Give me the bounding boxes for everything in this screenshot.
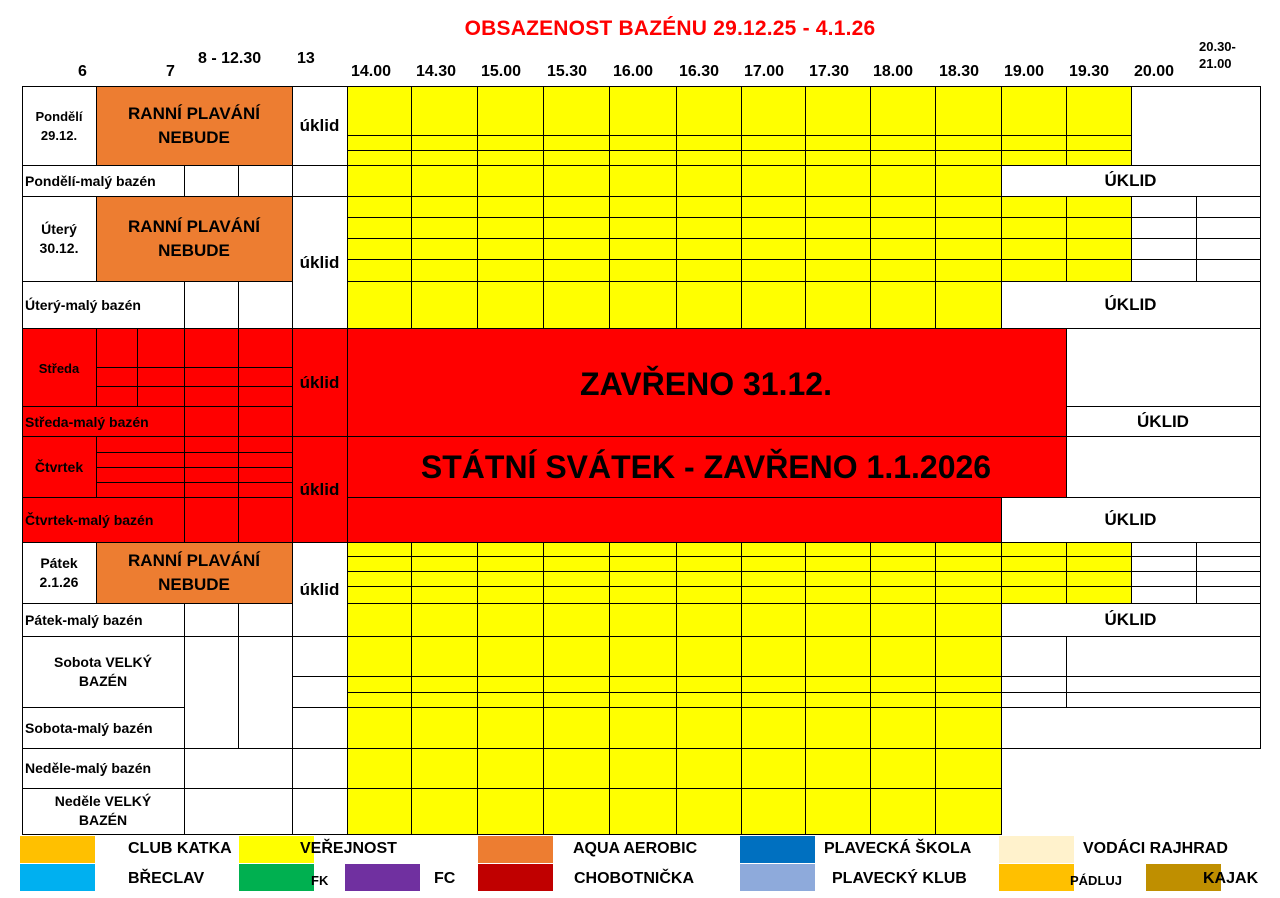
- slot-cell: [347, 748, 412, 789]
- slot-cell: [609, 707, 677, 749]
- slot-cell: [1001, 542, 1067, 604]
- slot-cell: [411, 86, 478, 166]
- grid-line: [347, 135, 1131, 136]
- uklid-patek-maly: ÚKLID: [1104, 610, 1157, 629]
- slot-cell: [805, 86, 871, 166]
- slot-cell: [411, 196, 478, 282]
- slot-cell: [609, 636, 677, 708]
- slot-cell: [935, 603, 1002, 637]
- uklid-pondeli: úklid: [299, 116, 340, 135]
- ranni-plavani-patek: RANNÍ PLAVÁNÍ NEBUDE: [128, 551, 260, 594]
- slot-cell: [870, 542, 936, 604]
- slot-cell: [935, 165, 1002, 197]
- legend-label-padluj: PÁDLUJ: [1070, 873, 1123, 888]
- time-header-1430: 14.30: [416, 63, 457, 80]
- grid-line: [347, 676, 1001, 677]
- grid-cell: [238, 603, 293, 637]
- slot-cell: [609, 196, 677, 282]
- legend-label-plavecka-skola: PLAVECKÁ ŠKOLA: [824, 840, 972, 857]
- slot-cell: [609, 542, 677, 604]
- slot-cell: [411, 788, 478, 835]
- slot-cell: [805, 165, 871, 197]
- grid-line: [96, 467, 292, 468]
- slot-cell: [477, 542, 544, 604]
- slot-cell: [411, 603, 478, 637]
- grid-cell: [1196, 196, 1261, 282]
- grid-line: [347, 692, 1001, 693]
- row-label-patek-maly: Pátek-malý bazén: [25, 611, 143, 628]
- grid-line: [347, 556, 1260, 557]
- slot-cell: [741, 788, 806, 835]
- slot-cell: [676, 281, 742, 329]
- slot-cell: [411, 748, 478, 789]
- grid-cell: [238, 636, 293, 749]
- legend-label-vodaci-rajhrad: VODÁCI RAJHRAD: [1083, 840, 1228, 857]
- slot-cell: [935, 748, 1002, 789]
- row-label-nedele-velky: Neděle VELKÝ BAZÉN: [54, 793, 152, 828]
- row-label-streda-maly: Středa-malý bazén: [25, 413, 149, 430]
- slot-cell: [741, 636, 806, 708]
- slot-cell: [1001, 196, 1067, 282]
- time-header-1600: 16.00: [613, 63, 654, 80]
- time-header-1900: 19.00: [1004, 63, 1045, 80]
- slot-cell: [870, 603, 936, 637]
- slot-cell: [477, 636, 544, 708]
- slot-cell: [676, 707, 742, 749]
- slot-cell: [805, 707, 871, 749]
- row-label-streda: Středa: [38, 360, 80, 376]
- slot-cell: [676, 748, 742, 789]
- slot-cell: [411, 707, 478, 749]
- legend-label-club-katka: CLUB KATKA: [128, 840, 232, 857]
- slot-cell: [477, 281, 544, 329]
- slot-cell: [347, 636, 412, 708]
- slot-cell: [411, 542, 478, 604]
- grid-cell: [292, 788, 348, 835]
- legend-swatch-plavecky-klub: [740, 864, 815, 891]
- legend-swatch-chobotnicka: [478, 864, 553, 891]
- legend-label-breclav: BŘECLAV: [128, 870, 205, 887]
- slot-cell: [935, 196, 1002, 282]
- uklid-pondeli-maly: ÚKLID: [1104, 171, 1157, 190]
- grid-cell: [238, 497, 293, 543]
- slot-cell: [805, 636, 871, 708]
- legend-label-fc: FC: [434, 870, 456, 887]
- time-header-1700: 17.00: [744, 63, 785, 80]
- grid-cell: [1196, 542, 1261, 604]
- time-header-2030-start: 20.30-: [1199, 39, 1236, 54]
- row-label-utery: Úterý 30.12.: [39, 221, 79, 256]
- slot-cell: [935, 788, 1002, 835]
- grid-cell: [184, 636, 239, 749]
- slot-cell: [543, 542, 610, 604]
- legend-swatch-club-katka: [20, 836, 95, 863]
- grid-line: [1131, 259, 1260, 260]
- slot-cell: [347, 788, 412, 835]
- slot-cell: [870, 707, 936, 749]
- slot-cell: [676, 165, 742, 197]
- slot-cell: [870, 281, 936, 329]
- grid-cell: [184, 788, 293, 835]
- legend-label-chobotnicka: CHOBOTNIČKA: [574, 870, 694, 887]
- time-header-7: 7: [166, 63, 175, 80]
- slot-cell: [543, 748, 610, 789]
- slot-cell: [676, 603, 742, 637]
- slot-cell: [477, 196, 544, 282]
- uklid-streda: úklid: [299, 372, 340, 392]
- slot-cell: [870, 748, 936, 789]
- slot-cell: [741, 542, 806, 604]
- time-header-2000: 20.00: [1134, 63, 1175, 80]
- time-header-1530: 15.30: [547, 63, 588, 80]
- slot-cell: [543, 707, 610, 749]
- legend-label-plavecky-klub: PLAVECKÝ KLUB: [832, 870, 967, 887]
- grid-cell: [184, 603, 239, 637]
- slot-cell: [676, 542, 742, 604]
- time-header-1730: 17.30: [809, 63, 850, 80]
- legend-swatch-fk: [239, 864, 314, 891]
- slot-cell: [609, 788, 677, 835]
- legend-label-fk: FK: [311, 873, 329, 888]
- slot-cell: [609, 748, 677, 789]
- slot-cell: [411, 165, 478, 197]
- slot-cell: [805, 788, 871, 835]
- grid-cell: [238, 406, 293, 437]
- grid-cell: [1066, 636, 1261, 677]
- slot-cell: [609, 281, 677, 329]
- grid-cell: [184, 281, 239, 329]
- legend-swatch-vodaci-rajhrad: [999, 836, 1074, 863]
- grid-cell: [184, 497, 239, 543]
- ranni-plavani-pondeli: RANNÍ PLAVÁNÍ NEBUDE: [128, 104, 260, 147]
- legend-label-verejnost: VEŘEJNOST: [300, 840, 397, 857]
- slot-cell: [1066, 196, 1132, 282]
- uklid-utery-maly: ÚKLID: [1104, 295, 1157, 314]
- slot-cell: [543, 636, 610, 708]
- slot-cell: [1066, 86, 1132, 166]
- grid-line: [347, 259, 1260, 260]
- row-label-pondeli: Pondělí 29.12.: [35, 109, 83, 143]
- slot-cell: [676, 788, 742, 835]
- empty-cell: [1001, 707, 1261, 749]
- slot-cell: [543, 788, 610, 835]
- empty-cell: [1066, 328, 1261, 407]
- slot-cell: [1066, 542, 1132, 604]
- time-header-2030-end: 21.00: [1199, 56, 1232, 71]
- grid-line: [1131, 217, 1260, 218]
- slot-cell: [347, 281, 412, 329]
- grid-line: [96, 482, 292, 483]
- page-title: OBSAZENOST BAZÉNU 29.12.25 - 4.1.26: [464, 17, 876, 40]
- grid-cell: [292, 676, 348, 708]
- uklid-patek: úklid: [299, 579, 340, 599]
- slot-cell: [676, 86, 742, 166]
- grid-cell: [238, 281, 293, 329]
- uklid-streda-maly: ÚKLID: [1137, 411, 1189, 431]
- grid-cell: [184, 748, 293, 789]
- slot-cell: [543, 281, 610, 329]
- grid-line: [347, 150, 1131, 151]
- slot-cell: [543, 603, 610, 637]
- slot-cell: [741, 196, 806, 282]
- row-label-nedele-maly: Neděle-malý bazén: [25, 760, 152, 776]
- grid-line: [96, 367, 292, 368]
- grid-line: [347, 586, 1260, 587]
- slot-cell: [805, 748, 871, 789]
- slot-cell: [935, 281, 1002, 329]
- slot-cell: [347, 603, 412, 637]
- slot-cell: [805, 603, 871, 637]
- grid-cell: [238, 165, 293, 197]
- row-label-patek: Pátek 2.1.26: [39, 555, 79, 590]
- ranni-plavani-utery: RANNÍ PLAVÁNÍ NEBUDE: [128, 217, 260, 260]
- slot-cell: [935, 707, 1002, 749]
- time-header-1930: 19.30: [1069, 63, 1110, 80]
- svatek-ctvrtek: STÁTNÍ SVÁTEK - ZAVŘENO 1.1.2026: [420, 448, 992, 485]
- slot-cell: [870, 636, 936, 708]
- slot-cell: [935, 86, 1002, 166]
- grid-cell: [184, 165, 239, 197]
- slot-cell: [935, 542, 1002, 604]
- row-label-ctvrtek: Čtvrtek: [34, 458, 84, 475]
- grid-line: [347, 571, 1260, 572]
- grid-cell: [292, 707, 348, 749]
- grid-line: [96, 452, 292, 453]
- grid-line: [347, 238, 1260, 239]
- time-header-1830: 18.30: [939, 63, 980, 80]
- legend-swatch-padluj: [999, 864, 1074, 891]
- time-header-8-1230: 8 - 12.30: [198, 50, 262, 67]
- grid-cell: [1131, 196, 1197, 282]
- slot-cell: [805, 542, 871, 604]
- row-label-ctvrtek-maly: Čtvrtek-malý bazén: [25, 511, 154, 528]
- uklid-ctvrtek: úklid: [299, 479, 340, 499]
- time-header-13: 13: [297, 50, 315, 67]
- slot-cell: [676, 636, 742, 708]
- slot-cell: [1001, 86, 1067, 166]
- empty-cell: [1131, 86, 1261, 166]
- slot-cell: [477, 707, 544, 749]
- slot-cell: [477, 86, 544, 166]
- grid-cell: [292, 165, 348, 197]
- slot-cell: [741, 281, 806, 329]
- legend-label-aqua-aerobic: AQUA AEROBIC: [573, 840, 698, 857]
- empty-cell: [1066, 436, 1261, 498]
- slot-cell: [477, 165, 544, 197]
- slot-cell: [870, 196, 936, 282]
- slot-cell: [543, 86, 610, 166]
- grid-line: [1131, 238, 1260, 239]
- legend-swatch-plavecka-skola: [740, 836, 815, 863]
- row-label-pondeli-maly: Pondělí-malý bazén: [25, 172, 156, 189]
- grid-cell: [292, 748, 348, 789]
- slot-cell: [609, 165, 677, 197]
- row-label-sobota-maly: Sobota-malý bazén: [25, 719, 153, 736]
- time-header-1800: 18.00: [873, 63, 914, 80]
- time-header-1400: 14.00: [351, 63, 392, 80]
- slot-cell: [805, 196, 871, 282]
- slot-cell: [477, 788, 544, 835]
- legend-swatch-breclav: [20, 864, 95, 891]
- slot-cell: [935, 636, 1002, 708]
- slot-cell: [741, 86, 806, 166]
- grid-cell: [184, 406, 239, 437]
- uklid-utery: úklid: [299, 252, 340, 272]
- grid-cell: [1131, 542, 1197, 604]
- slot-cell: [741, 603, 806, 637]
- time-header-6: 6: [78, 63, 87, 80]
- slot-cell: [543, 165, 610, 197]
- time-header-1500: 15.00: [481, 63, 522, 80]
- slot-cell: [870, 788, 936, 835]
- slot-cell: [411, 281, 478, 329]
- slot-cell: [347, 196, 412, 282]
- grid-line: [347, 217, 1260, 218]
- row-label-utery-maly: Úterý-malý bazén: [25, 296, 141, 313]
- grid-line: [1001, 692, 1260, 693]
- grid-cell: [1001, 636, 1067, 677]
- time-header-1630: 16.30: [679, 63, 720, 80]
- slot-cell: [741, 748, 806, 789]
- legend-swatch-aqua-aerobic: [478, 836, 553, 863]
- uklid-ctvrtek-maly: ÚKLID: [1104, 510, 1157, 529]
- row-label-sobota-velky: Sobota VELKÝ BAZÉN: [53, 654, 152, 689]
- slot-cell: [741, 707, 806, 749]
- grid-cell: [292, 636, 348, 677]
- slot-cell: [347, 86, 412, 166]
- grid-line: [96, 386, 292, 387]
- slot-cell: [543, 196, 610, 282]
- slot-cell: [347, 165, 412, 197]
- slot-cell: [741, 165, 806, 197]
- slot-cell: [870, 165, 936, 197]
- legend-label-kajak: KAJAK: [1203, 870, 1259, 887]
- slot-cell: [609, 86, 677, 166]
- slot-cell: [805, 281, 871, 329]
- slot-cell: [609, 603, 677, 637]
- slot-cell: [870, 86, 936, 166]
- slot-cell: [676, 196, 742, 282]
- slot-cell: [477, 603, 544, 637]
- legend-swatch-fc: [345, 864, 420, 891]
- zavreno-cell: [347, 497, 1002, 543]
- slot-cell: [347, 707, 412, 749]
- slot-cell: [411, 636, 478, 708]
- slot-cell: [347, 542, 412, 604]
- zavreno-streda: ZAVŘENO 31.12.: [580, 365, 832, 402]
- slot-cell: [477, 748, 544, 789]
